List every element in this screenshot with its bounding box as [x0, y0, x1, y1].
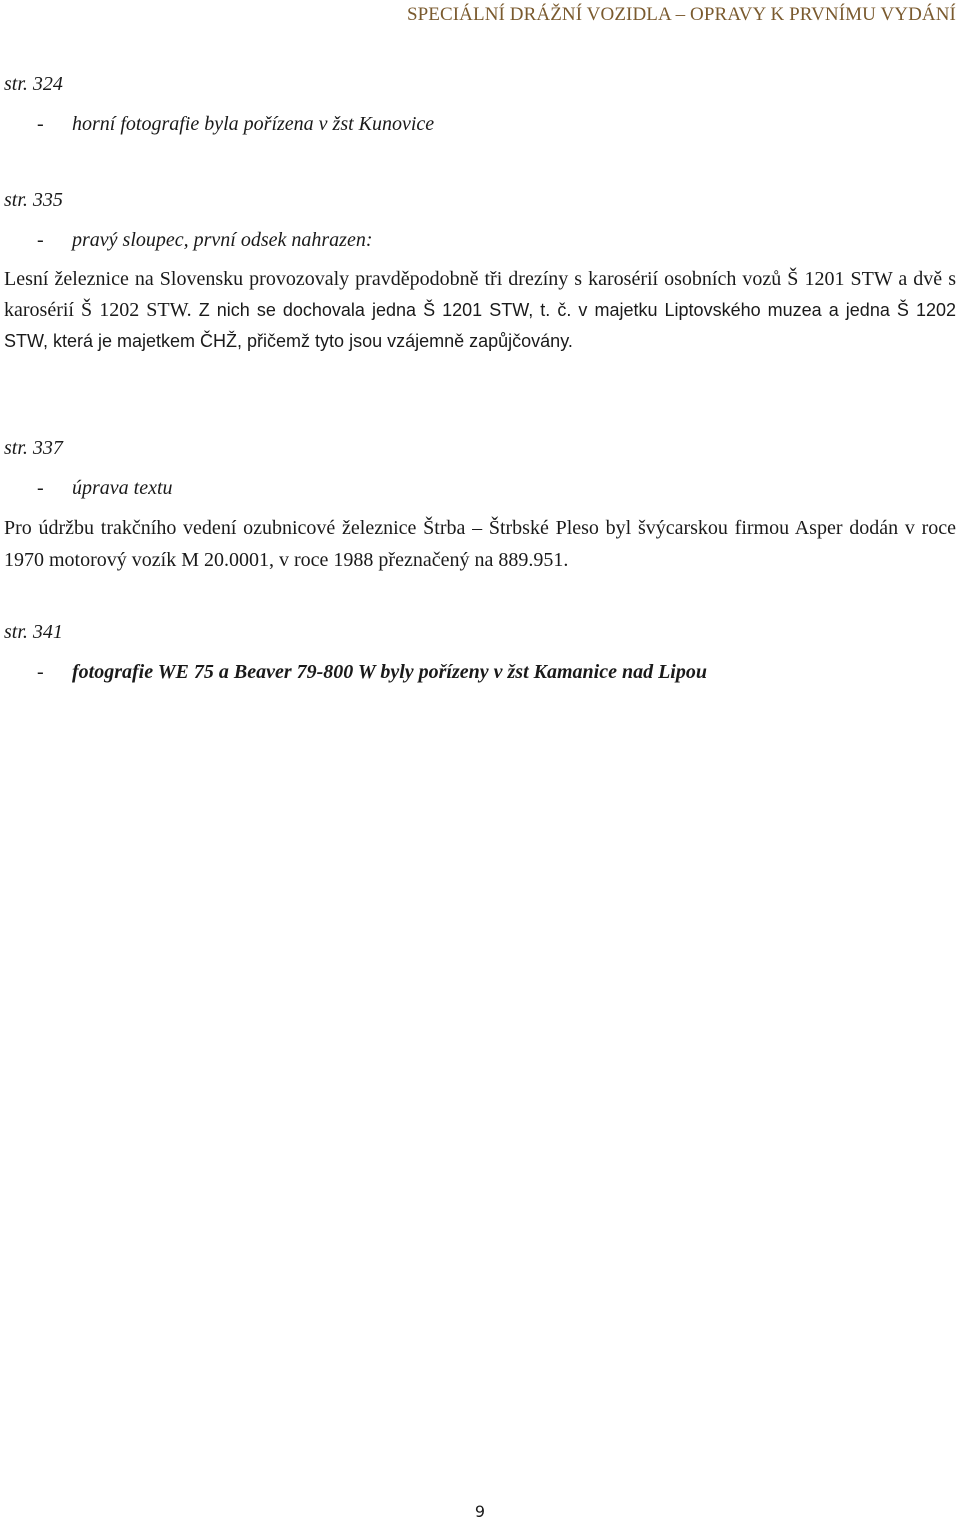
running-header: SPECIÁLNÍ DRÁŽNÍ VOZIDLA – OPRAVY K PRVNÍMU VYDÁNÍ	[406, 4, 956, 25]
correction-bullet	[4, 228, 956, 252]
page-reference: str. 335	[4, 189, 63, 211]
bullet-dash: -	[37, 477, 44, 499]
bullet-text: fotografie WE 75 a Beaver 79-800 W byly pořízeny v žst Kamanice nad Lipou	[72, 661, 707, 683]
bullet-dash: -	[37, 661, 44, 683]
correction-section	[4, 188, 956, 357]
page-reference: str. 341	[4, 621, 63, 643]
bullet-dash: -	[37, 229, 44, 251]
paragraph-text-serif: Lesní železnice na Slovensku provozovaly pravděpodobně tři drezíny s karosérií osobních vozů Š 1201 STW a dvě s karosérií Š 1202 STW.	[4, 268, 956, 321]
correction-bullet	[4, 112, 956, 136]
correction-section	[4, 436, 956, 576]
bullet-text: horní fotografie byla pořízena v žst Kunovice	[72, 113, 435, 135]
bullet-text: pravý sloupec, první odsek nahrazen:	[72, 229, 373, 251]
page-reference: str. 337	[4, 437, 63, 459]
correction-section	[4, 72, 956, 136]
replacement-paragraph	[4, 264, 956, 357]
paragraph-text-sans: Z nich se dochovala jedna Š 1201 STW, t. č. v majetku Liptovského muzea a jedna Š 1202 STW, která je majetkem ČHŽ, přičemž tyto jsou vzájemně zapůjčovány.	[4, 300, 956, 351]
page-reference: str. 324	[4, 73, 63, 95]
bullet-dash: -	[37, 113, 44, 135]
correction-section	[4, 620, 956, 684]
page-number: 9	[474, 1502, 486, 1521]
replacement-paragraph: Pro údržbu trakčního vedení ozubnicové železnice Štrba – Štrbské Pleso byl švýcarskou firmou Asper dodán v roce 1970 motorový vozík M 20.0001, v roce 1988 přeznačený na 889.951.	[4, 517, 956, 571]
correction-bullet	[4, 476, 956, 500]
bullet-text: úprava textu	[72, 477, 173, 499]
correction-bullet	[4, 660, 956, 684]
